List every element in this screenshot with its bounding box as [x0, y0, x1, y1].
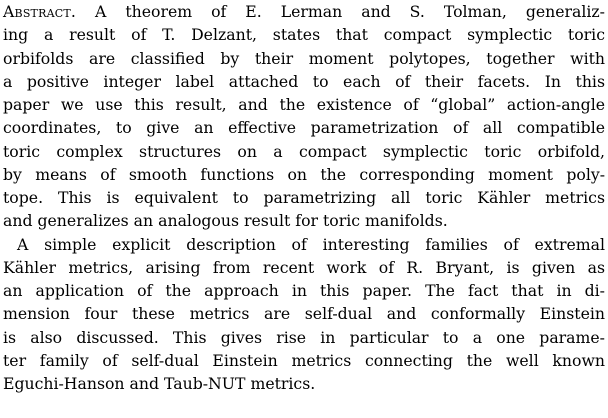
text-line: ter family of self-dual Einstein metrics connecting the well known [3, 350, 605, 370]
text-line: coordinates, to give an effective parametrization of all compatible [3, 118, 605, 138]
text-line: an application of the approach in this paper. The fact that in di- [3, 281, 605, 300]
text-line: a positive integer label attached to each of their facets. In this [3, 71, 605, 91]
text-line-content: A theorem of E. Lerman and S. Tolman, generaliz- [95, 2, 605, 21]
text-line: A simple explicit description of interesting families of extremal [17, 234, 605, 254]
abstract-paragraph-1 [3, 0, 605, 233]
text-line: tope. This is equivalent to parametrizing all toric Kähler metrics [3, 188, 605, 207]
text-line: Kähler metrics, arising from recent work of R. Bryant, is given as [3, 257, 605, 277]
text-line: ing a result of T. Delzant, states that compact symplectic toric [3, 25, 605, 45]
text-line: toric complex structures on a compact symplectic toric orbifold, [3, 141, 605, 161]
text-line [3, 0, 605, 23]
text-line: paper we use this result, and the existence of “global” action-angle [3, 95, 605, 114]
abstract-heading: Abstract. [3, 2, 77, 21]
text-line: Eguchi-Hanson and Taub-NUT metrics. [3, 374, 316, 393]
text-line: mension four these metrics are self-dual and conformally Einstein [3, 304, 605, 324]
text-line: by means of smooth functions on the corresponding moment poly- [3, 164, 605, 184]
abstract-paragraph-2 [3, 233, 605, 396]
text-line: and generalizes an analogous result for toric manifolds. [3, 211, 448, 231]
abstract-block [3, 0, 605, 395]
text-line: orbifolds are classified by their moment polytopes, together with [3, 48, 605, 68]
text-line: is also discussed. This gives rise in particular to a one parame- [3, 327, 605, 347]
